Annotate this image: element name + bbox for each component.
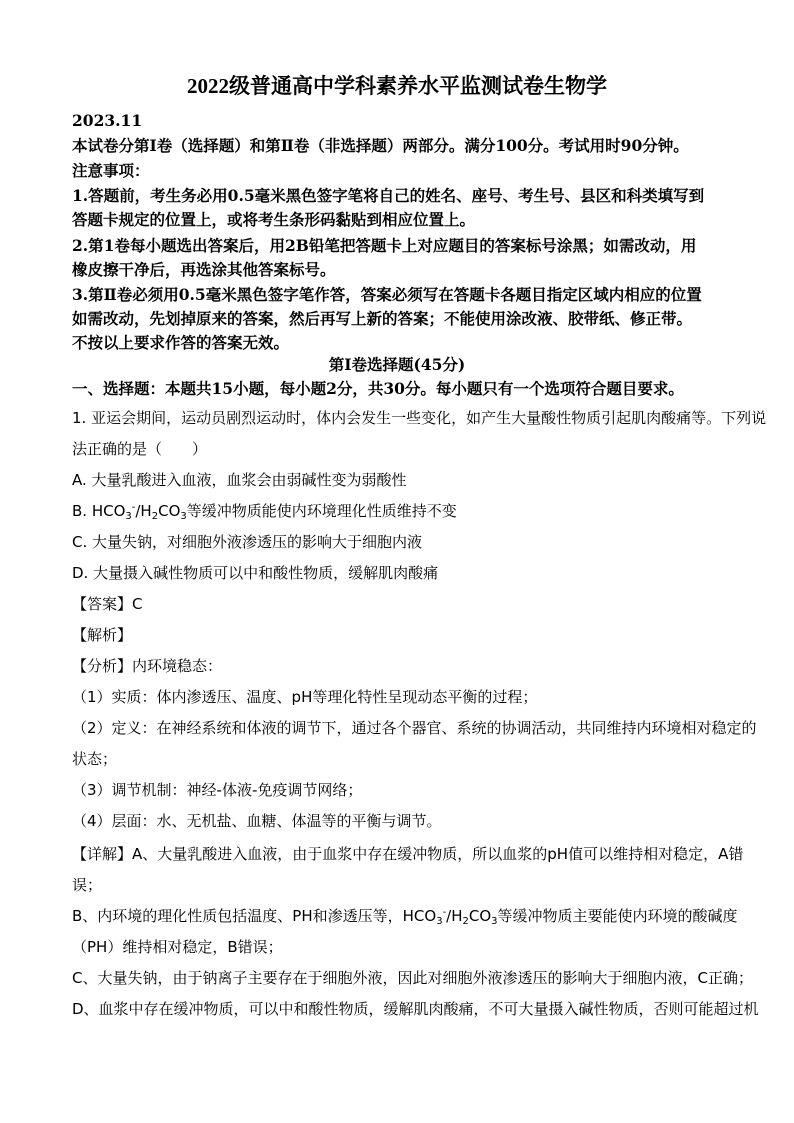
analysis-point-4: （4）层面：水、无机盐、血糖、体温等的平衡与调节。 <box>72 812 442 830</box>
notice-2b: 橡皮擦干净后，再选涂其他答案标号。 <box>72 260 336 279</box>
detail-d: D、血浆中存在缓冲物质，可以中和酸性物质，缓解肌肉酸痛，不可大量摄入碱性物质，否则可能超过机 <box>72 1000 759 1018</box>
notice-title: 注意事项： <box>72 161 150 180</box>
notice-3c: 不按以上要求作答的答案无效。 <box>72 333 290 352</box>
option-a: A. 大量乳酸进入血液，血浆会由弱碱性变为弱酸性 <box>72 471 407 489</box>
option-b: B. $HCO_3^-/H_2CO_3$等缓冲物质能使内环境理化性质维持不变 <box>72 502 457 522</box>
analysis-intro: 【分析】内环境稳态： <box>72 657 223 675</box>
detail-b-line-1: B、内环境的理化性质包括温度、PH和渗透压等，$HCO_3^-/H_2CO_3$等缓冲物质主要能使内环境的酸碱度 <box>72 907 738 927</box>
question-1-line-1: 1. 亚运会期间，运动员剧烈运动时，体内会发生一些变化，如产生大量酸性物质引起肌肉酸痛等。下列说 <box>72 409 767 427</box>
intro-text: 本试卷分第Ⅰ卷（选择题）和第Ⅱ卷（非选择题）两部分。满分100分。考试用时90分钟。 <box>72 136 689 155</box>
answer-label: 【答案】C <box>72 595 143 613</box>
part-title: 一、选择题：本题共15小题，每小题2分，共30分。每小题只有一个选项符合题目要求。 <box>72 379 684 398</box>
section-title: 第Ⅰ卷选择题(45分) <box>328 355 466 374</box>
detail-a-line-2: 误； <box>72 876 103 894</box>
notice-3b: 如需改动，先划掉原来的答案，然后再写上新的答案；不能使用涂改液、胶带纸、修正带。 <box>72 309 693 328</box>
analysis-point-3: （3）调节机制：神经-体液-免疫调节网络； <box>72 781 363 799</box>
analysis-point-2a: （2）定义：在神经系统和体液的调节下，通过各个器官、系统的协调活动，共同维持内环境相对稳定的 <box>72 719 757 737</box>
notice-1b: 答题卡规定的位置上，或将考生条形码黏贴到相应位置上。 <box>72 210 476 229</box>
detail-c: C、大量失钠，由于钠离子主要存在于细胞外液，因此对细胞外液渗透压的影响大于细胞内液，C正确； <box>72 969 753 987</box>
analysis-point-1: （1）实质：体内渗透压、温度、pH等理化特性呈现动态平衡的过程； <box>72 688 538 706</box>
exam-date: 2023.11 <box>72 111 143 130</box>
notice-2a: 2.第1卷每小题选出答案后，用2B铅笔把答题卡上对应题目的答案标号涂黑；如需改动，用 <box>72 236 697 255</box>
option-c: C. 大量失钠，对细胞外液渗透压的影响大于细胞内液 <box>72 533 423 551</box>
detail-b-line-2: （PH）维持相对稳定，B错误； <box>72 938 283 956</box>
option-d: D. 大量摄入碱性物质可以中和酸性物质，缓解肌肉酸痛 <box>72 564 439 582</box>
analysis-label: 【解析】 <box>72 626 133 644</box>
question-1-line-2: 法正确的是（ ） <box>72 440 208 458</box>
notice-3a: 3.第Ⅱ卷必须用0.5毫米黑色签字笔作答，答案必须写在答题卡各题目指定区域内相应的位置 <box>72 285 702 304</box>
notice-1a: 1.答题前，考生务必用0.5毫米黑色签字笔将自己的姓名、座号、考生号、县区和科类填写到 <box>72 186 705 205</box>
page-title: 2022级普通高中学科素养水平监测试卷生物学 <box>187 74 607 98</box>
analysis-point-2b: 状态； <box>72 750 118 768</box>
detail-a-line-1: 【详解】A、大量乳酸进入血液，由于血浆中存在缓冲物质，所以血浆的pH值可以维持相对稳定，A错 <box>72 845 744 863</box>
